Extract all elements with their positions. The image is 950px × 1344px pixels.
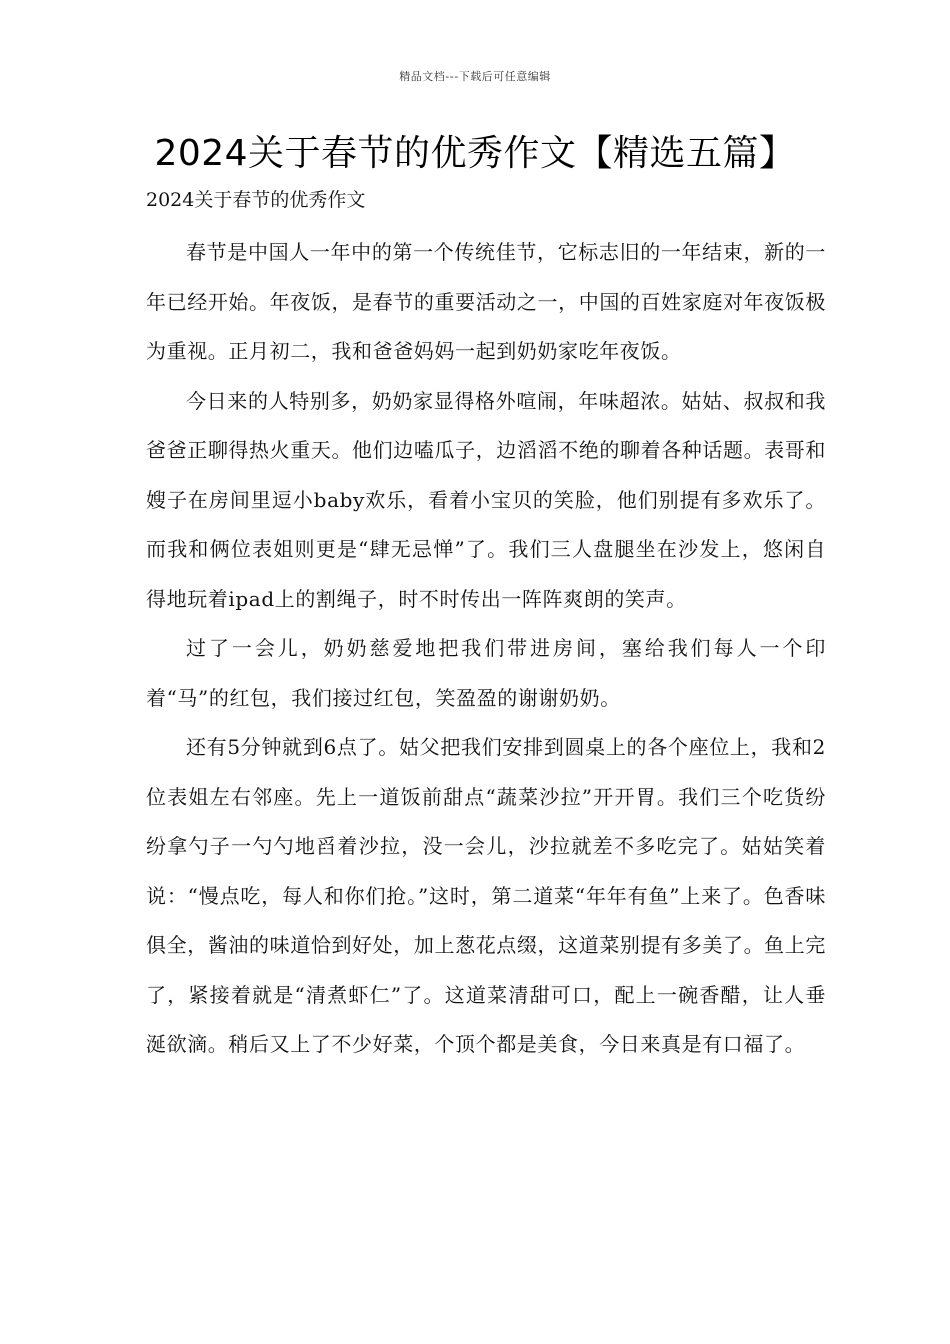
paragraph: 今日来的人特别多，奶奶家显得格外喧闹，年味超浓。姑姑、叔叔和我爸爸正聊得热火重天。他们边嗑瓜子，边滔滔不绝的聊着各种话题。表哥和嫂子在房间里逗小baby欢乐，看着小宝贝的笑脸，他们别提有多欢乐了。而我和俩位表姐则更是“肆无忌惮”了。我们三人盘腿坐在沙发上，悠闲自得地玩着ipad上的割绳子，时不时传出一阵阵爽朗的笑声。 — [146, 388, 826, 611]
paragraph: 过了一会儿，奶奶慈爱地把我们带进房间，塞给我们每人一个印着“马”的红包，我们接过红包，笑盈盈的谢谢奶奶。 — [146, 636, 826, 710]
document-subtitle: 2024关于春节的优秀作文 — [146, 189, 366, 211]
paragraph: 还有5分钟就到6点了。姑父把我们安排到圆桌上的各个座位上，我和2位表姐左右邻座。先上一道饭前甜点“蔬菜沙拉”开开胃。我们三个吃货纷纷拿勺子一勺勺地舀着沙拉，没一会儿，沙拉就差不多吃完了。姑姑笑着说：“慢点吃，每人和你们抢。”这时，第二道菜“年年有鱼”上来了。色香味俱全，酱油的味道恰到好处，加上葱花点缀，这道菜别提有多美了。鱼上完了，紧接着就是“清煮虾仁”了。这道菜清甜可口，配上一碗香醋，让人垂涎欲滴。稍后又上了不少好菜，个顶个都是美食，今日来真是有口福了。 — [146, 735, 826, 1056]
paragraph: 春节是中国人一年中的第一个传统佳节，它标志旧的一年结束，新的一年已经开始。年夜饭，是春节的重要活动之一，中国的百姓家庭对年夜饭极为重视。正月初二，我和爸爸妈妈一起到奶奶家吃年夜饭。 — [146, 240, 826, 363]
document-title: 2024关于春节的优秀作文【精选五篇】 — [154, 133, 796, 174]
header-note: 精品文档---下载后可任意编辑 — [399, 70, 551, 83]
document-body — [146, 228, 826, 1070]
